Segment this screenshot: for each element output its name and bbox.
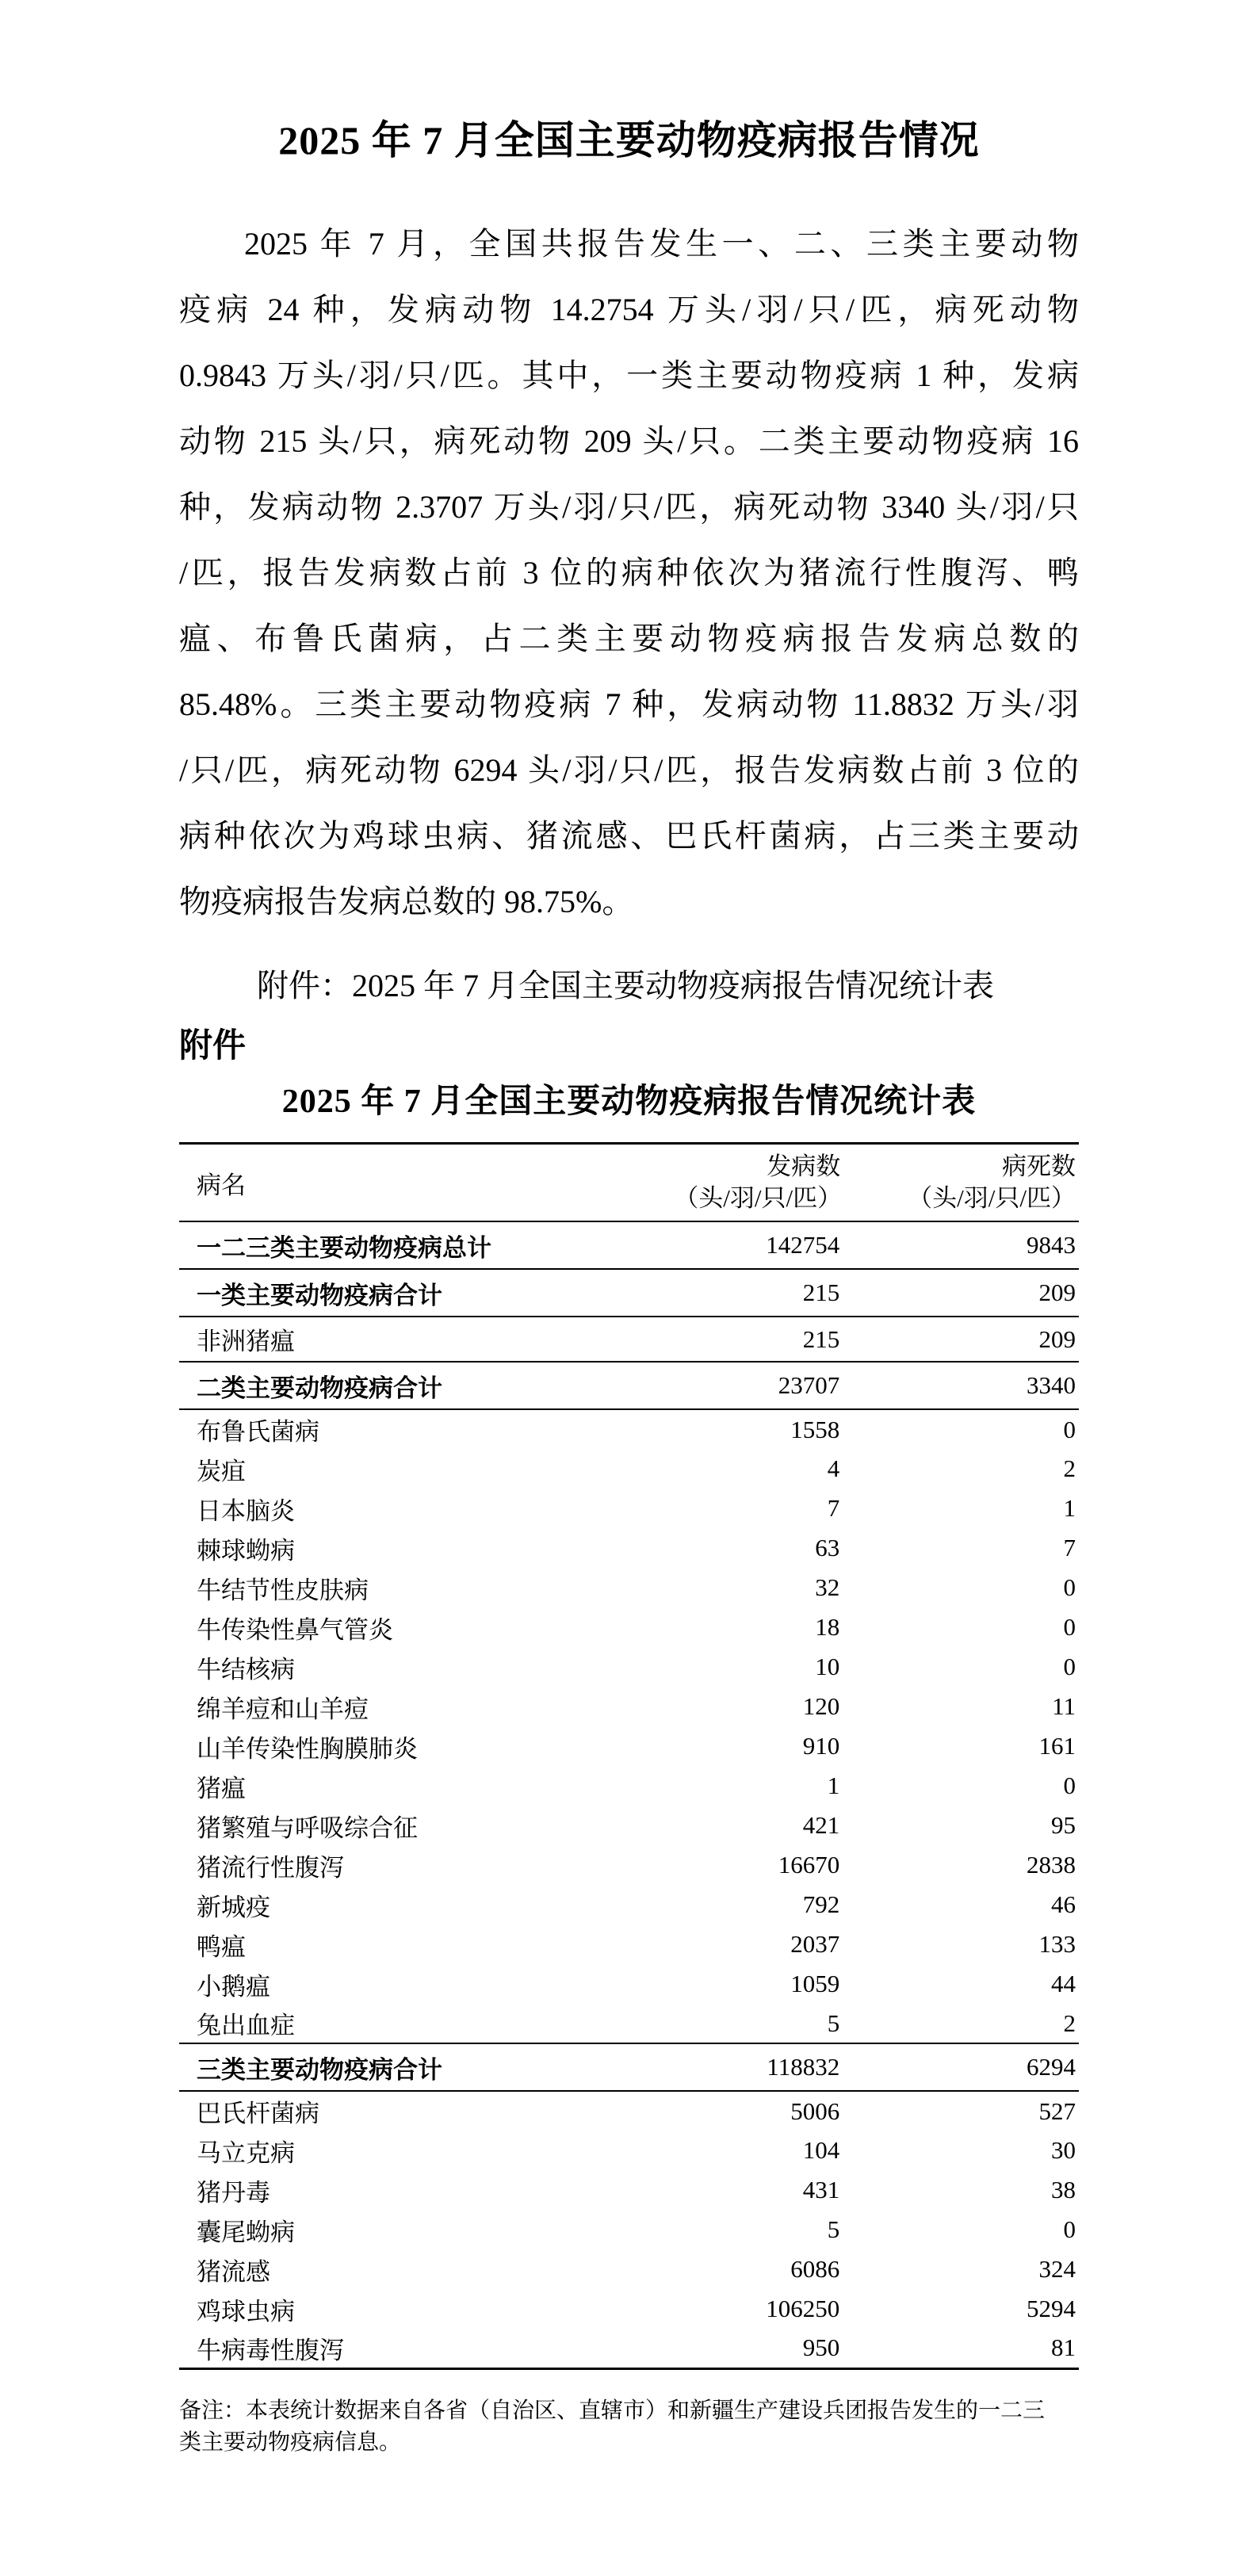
cases-unit-label: （头/羽/只/匹） [674, 1184, 843, 1212]
disease-name-cell: 牛传染性鼻气管炎 [197, 1615, 393, 1644]
cases-cell: 1 [827, 1771, 840, 1799]
cases-cell: 1059 [790, 1970, 840, 1997]
deaths-cell: 38 [1051, 2176, 1076, 2203]
cases-cell: 6086 [790, 2255, 840, 2283]
cases-cell: 910 [802, 1732, 840, 1760]
table-row [179, 1269, 1079, 1317]
cases-cell: 215 [802, 1278, 840, 1306]
table-row [179, 1845, 1079, 1885]
table-row [179, 1924, 1079, 1964]
table-row [179, 1607, 1079, 1647]
table-row [179, 1528, 1079, 1568]
table-row [179, 2091, 1079, 2131]
table-row [179, 1221, 1079, 1269]
disease-name-cell: 二类主要动物疫病合计 [197, 1374, 442, 1402]
table-row [179, 1449, 1079, 1489]
disease-name-cell: 非洲猪瘟 [197, 1328, 295, 1355]
cases-cell: 120 [802, 1692, 840, 1720]
cases-cell: 1558 [790, 1415, 840, 1443]
deaths-cell: 9843 [1027, 1231, 1076, 1259]
table-row [179, 2210, 1079, 2249]
deaths-cell: 0 [1063, 1653, 1076, 1680]
cases-cell: 104 [802, 2136, 840, 2164]
table-title: 2025 年 7 月全国主要动物疫病报告情况统计表 [281, 1084, 977, 1120]
disease-name-cell: 鸡球虫病 [197, 2297, 295, 2326]
table-row [179, 1806, 1079, 1845]
deaths-header-label: 病死数 [1002, 1152, 1076, 1180]
disease-name-cell: 牛结节性皮肤病 [197, 1576, 369, 1604]
disease-name-cell: 日本脑炎 [197, 1496, 295, 1525]
cases-cell: 5 [827, 2008, 840, 2037]
disease-name-cell: 小鹅瘟 [197, 1972, 270, 2001]
disease-name-cell: 兔出血症 [197, 2012, 295, 2039]
deaths-cell: 81 [1051, 2333, 1076, 2362]
deaths-unit-label: （头/羽/只/匹） [908, 1184, 1076, 1212]
disease-name-cell: 炭疽 [197, 1457, 246, 1485]
deaths-cell: 0 [1063, 1573, 1076, 1601]
disease-name-cell: 一二三类主要动物疫病总计 [197, 1233, 491, 1262]
deaths-cell: 44 [1051, 1970, 1076, 1997]
table-row [179, 2289, 1079, 2329]
cases-cell: 5006 [790, 2096, 840, 2125]
table-row [179, 1489, 1079, 1528]
body-text-line: 物疫病报告发病总数的 98.75%。 [179, 884, 634, 919]
col-header-deaths [840, 1144, 1079, 1222]
disease-name-cell: 猪瘟 [197, 1774, 246, 1802]
body-text-line: /只/匹，病死动物 6294 头/羽/只/匹，报告发病数占前 3 位的 [179, 752, 1079, 788]
deaths-cell: 1 [1063, 1494, 1076, 1522]
attachment-label: 附件 [179, 1026, 247, 1064]
deaths-cell: 2 [1063, 1454, 1076, 1482]
body-text-line: /匹，报告发病数占前 3 位的病种依次为猪流行性腹泻、鸭 [179, 555, 1079, 590]
table-header-row [179, 1144, 1079, 1222]
table-row [179, 1766, 1079, 1806]
table-row [179, 2329, 1079, 2368]
cases-cell: 10 [815, 1653, 840, 1680]
body-text-line: 85.48%。三类主要动物疫病 7 种，发病动物 11.8832 万头/羽 [179, 686, 1079, 722]
table-row [179, 2043, 1079, 2091]
cases-cell: 106250 [766, 2295, 840, 2322]
table-row [179, 2131, 1079, 2170]
deaths-cell: 0 [1063, 1613, 1076, 1641]
disease-name-cell: 巴氏杆菌病 [197, 2100, 319, 2127]
body-text-line: 种，发病动物 2.3707 万头/羽/只/匹，病死动物 3340 头/羽/只 [179, 489, 1079, 525]
deaths-cell: 11 [1052, 1692, 1076, 1720]
cases-cell: 215 [802, 1324, 840, 1353]
cases-cell: 4 [827, 1454, 840, 1482]
disease-name-cell: 囊尾蚴病 [197, 2218, 295, 2246]
col-header-cases [674, 1144, 843, 1222]
table-row [179, 1726, 1079, 1766]
disease-name-cell: 绵羊痘和山羊痘 [197, 1695, 369, 1723]
disease-name-cell: 马立克病 [197, 2138, 295, 2167]
table-row [179, 1568, 1079, 1607]
disease-name-cell: 猪流行性腹泻 [197, 1853, 344, 1882]
deaths-cell: 2 [1063, 2008, 1076, 2037]
cases-cell: 792 [802, 1890, 840, 1918]
table-row [179, 2249, 1079, 2289]
cases-cell: 950 [802, 2333, 840, 2362]
cases-cell: 32 [815, 1573, 840, 1601]
deaths-cell: 7 [1063, 1534, 1076, 1561]
table-body [179, 1221, 1079, 2368]
cases-cell: 421 [802, 1811, 840, 1839]
deaths-cell: 6294 [1027, 2053, 1076, 2081]
body-text-line: 病种依次为鸡球虫病、猪流感、巴氏杆菌病，占三类主要动 [179, 818, 1079, 854]
footnote-line: 备注：本表统计数据来自各省（自治区、直辖市）和新疆生产建设兵团报告发生的一二三 [179, 2398, 1046, 2423]
disease-name-cell: 猪丹毒 [197, 2178, 270, 2207]
cases-cell: 5 [827, 2215, 840, 2243]
cases-header-label: 发病数 [767, 1152, 841, 1180]
deaths-cell: 133 [1038, 1930, 1076, 1958]
table-row [179, 1317, 1079, 1362]
table-row [179, 1885, 1079, 1924]
deaths-cell: 3340 [1027, 1371, 1076, 1399]
page-title: 2025 年 7 月全国主要动物疫病报告情况 [278, 118, 980, 162]
deaths-cell: 209 [1038, 1278, 1076, 1306]
table-row [179, 1409, 1079, 1449]
disease-name-cell: 一类主要动物疫病合计 [197, 1281, 442, 1309]
deaths-cell: 0 [1063, 1415, 1076, 1443]
table-row [179, 1964, 1079, 2004]
disease-name-cell: 鸭瘟 [197, 1932, 246, 1961]
body-text-line: 疫病 24 种，发病动物 14.2754 万头/羽/只/匹，病死动物 [179, 292, 1079, 327]
deaths-cell: 0 [1063, 1771, 1076, 1799]
table-row [179, 1647, 1079, 1687]
disease-name-cell: 牛病毒性腹泻 [197, 2336, 344, 2364]
body-text-line: 动物 215 头/只，病死动物 209 头/只。二类主要动物疫病 16 [179, 423, 1079, 459]
deaths-cell: 0 [1063, 2215, 1076, 2243]
disease-name-cell: 三类主要动物疫病合计 [197, 2055, 442, 2084]
deaths-cell: 30 [1051, 2136, 1076, 2164]
cases-cell: 2037 [790, 1930, 840, 1958]
disease-name-cell: 猪繁殖与呼吸综合征 [197, 1814, 418, 1842]
deaths-cell: 527 [1038, 2096, 1076, 2125]
cases-cell: 63 [815, 1534, 840, 1561]
footnote [179, 2395, 1079, 2459]
deaths-cell: 161 [1038, 1732, 1076, 1760]
table-row [179, 1687, 1079, 1726]
deaths-cell: 95 [1051, 1811, 1076, 1839]
deaths-cell: 324 [1038, 2255, 1076, 2283]
deaths-cell: 2838 [1027, 1851, 1076, 1878]
disease-name-cell: 布鲁氏菌病 [197, 1418, 319, 1446]
disease-name-cell: 山羊传染性胸膜肺炎 [197, 1734, 418, 1763]
table-row [179, 2004, 1079, 2043]
cases-cell: 7 [827, 1494, 840, 1522]
body-paragraph [179, 211, 1079, 934]
table-row [179, 2170, 1079, 2210]
col-header-disease-name: 病名 [197, 1171, 246, 1199]
cases-cell: 142754 [766, 1231, 840, 1259]
disease-name-cell: 棘球蚴病 [197, 1536, 295, 1565]
body-text-line: 瘟、布鲁氏菌病，占二类主要动物疫病报告发病总数的 [179, 621, 1079, 656]
cases-cell: 16670 [778, 1851, 840, 1878]
body-text-line: 2025 年 7 月，全国共报告发生一、二、三类主要动物 [244, 226, 1079, 262]
disease-name-cell: 猪流感 [197, 2257, 270, 2286]
deaths-cell: 5294 [1027, 2295, 1076, 2322]
cases-cell: 118832 [767, 2053, 840, 2081]
deaths-cell: 46 [1051, 1890, 1076, 1918]
disease-name-cell: 新城疫 [197, 1893, 270, 1921]
cases-cell: 23707 [778, 1371, 840, 1399]
footnote-line: 类主要动物疫病信息。 [179, 2429, 402, 2455]
disease-statistics-table [179, 1142, 1079, 2370]
cases-cell: 18 [815, 1613, 840, 1641]
attachment-reference-line: 附件：2025 年 7 月全国主要动物疫病报告情况统计表 [257, 968, 994, 1003]
cases-cell: 431 [802, 2176, 840, 2203]
disease-name-cell: 牛结核病 [197, 1655, 295, 1684]
table-row [179, 1362, 1079, 1409]
body-text-line: 0.9843 万头/羽/只/匹。其中，一类主要动物疫病 1 种，发病 [179, 357, 1079, 393]
deaths-cell: 209 [1038, 1324, 1076, 1353]
